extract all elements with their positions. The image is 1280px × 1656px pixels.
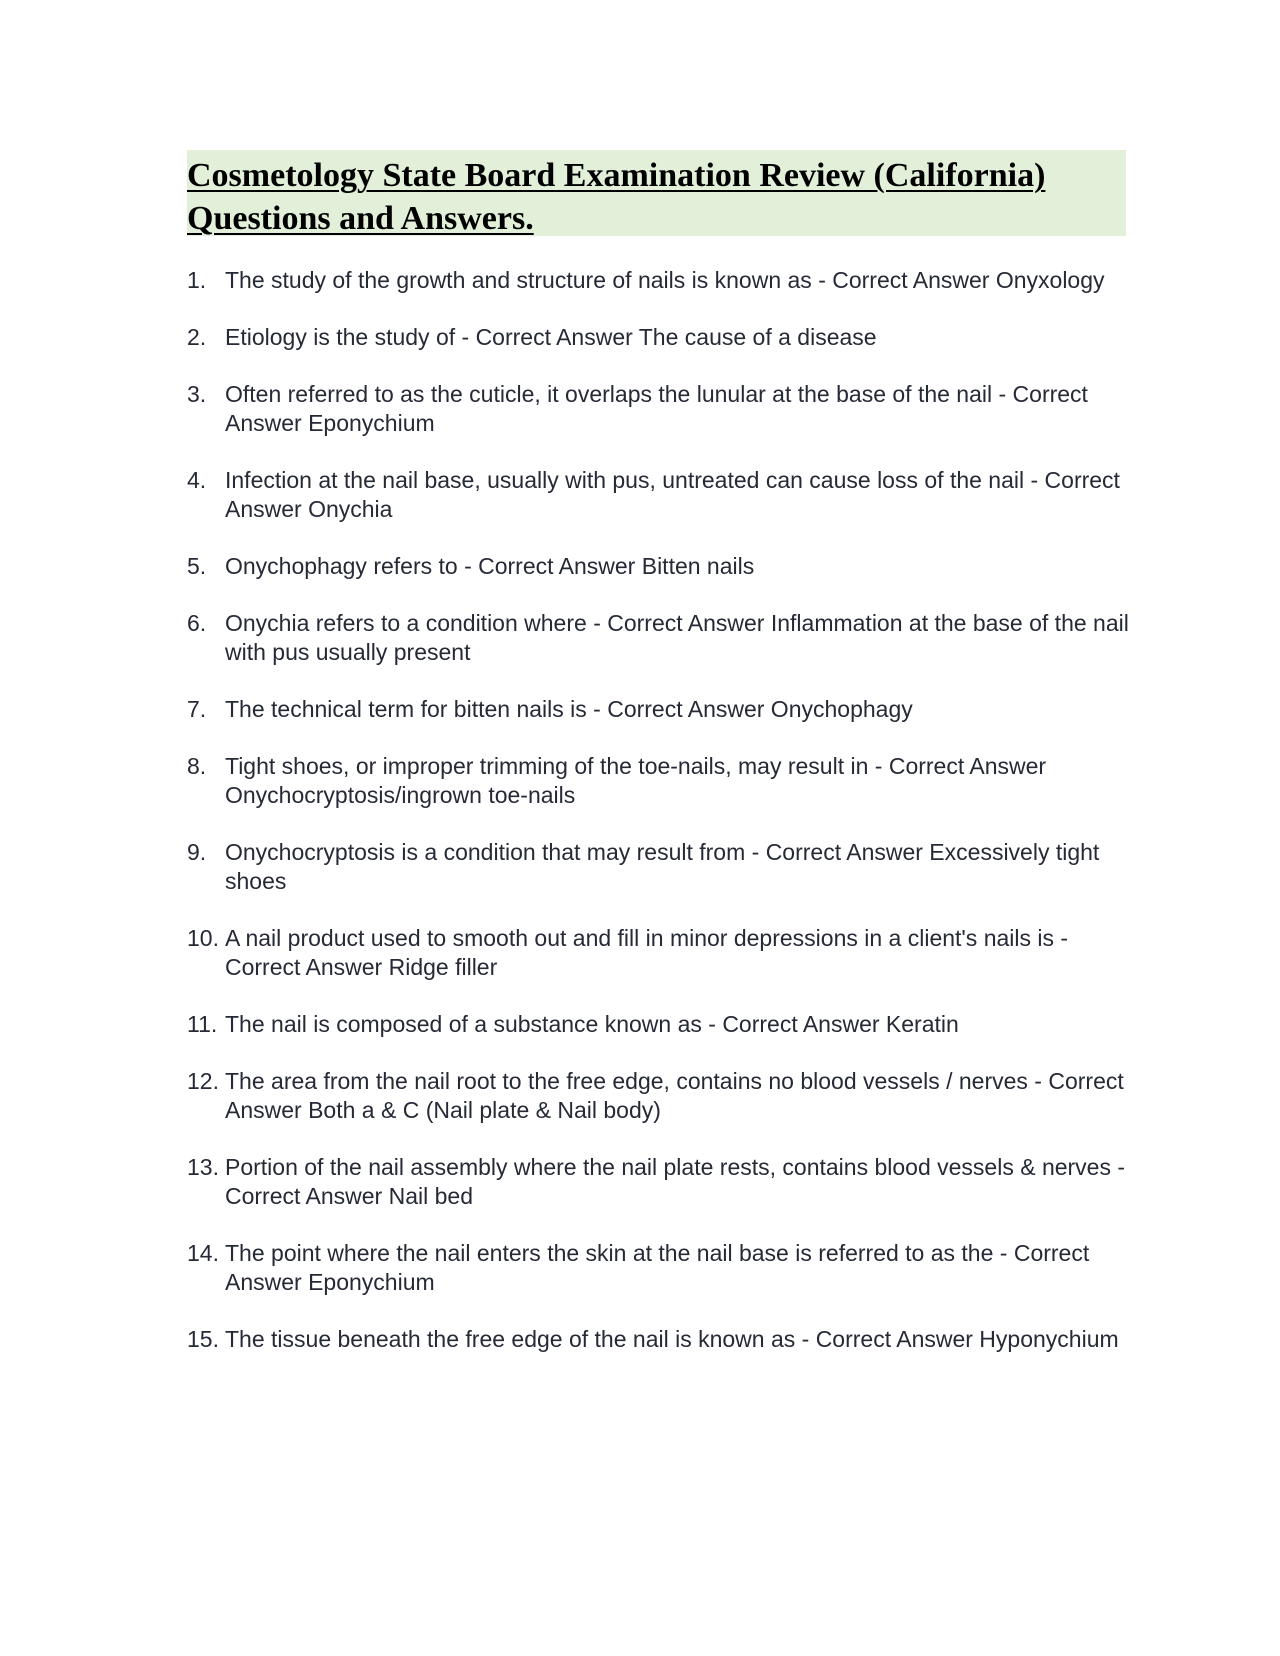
item-text: The nail is composed of a substance known as - Correct Answer Keratin [225,1011,959,1037]
item-number: 11. [187,1011,218,1037]
item-number: 15. [187,1326,219,1352]
document-title: Cosmetology State Board Examination Review (California) Questions and Answers. [187,157,1046,237]
title-highlight [187,150,1126,236]
list-item [187,838,1132,896]
item-number: 10. [187,925,219,951]
item-text: Tight shoes, or improper trimming of the toe-nails, may result in - Correct Answer Onychocryptosis/ingrown toe-nails [225,753,1047,808]
item-number: 5. [187,553,207,579]
item-text: The technical term for bitten nails is - Correct Answer Onychophagy [225,696,913,722]
item-text: The study of the growth and structure of nails is known as - Correct Answer Onyxology [225,267,1105,293]
item-number: 2. [187,324,207,350]
list-item [187,1239,1132,1297]
item-number: 6. [187,610,207,636]
item-text: Onychia refers to a condition where - Correct Answer Inflammation at the base of the nail with pus usually present [225,610,1129,665]
list-item [187,1010,1132,1039]
item-text: Portion of the nail assembly where the nail plate rests, contains blood vessels & nerves - Correct Answer Nail bed [225,1154,1126,1209]
list-item [187,752,1132,810]
item-text: The tissue beneath the free edge of the nail is known as - Correct Answer Hyponychium [225,1326,1119,1352]
list-item [187,552,1132,581]
item-number: 13. [187,1154,219,1180]
item-text: Infection at the nail base, usually with pus, untreated can cause loss of the nail - Correct Answer Onychia [225,467,1120,522]
item-number: 8. [187,753,207,779]
item-text: Etiology is the study of - Correct Answer The cause of a disease [225,324,877,350]
item-text: Onychophagy refers to - Correct Answer Bitten nails [225,553,755,579]
list-item [187,466,1132,524]
list-item [187,609,1132,667]
list-item [187,1067,1132,1125]
item-text: The point where the nail enters the skin at the nail base is referred to as the - Correct Answer Eponychium [225,1240,1090,1295]
item-number: 4. [187,467,207,493]
item-number: 9. [187,839,207,865]
list-item [187,924,1132,982]
item-number: 7. [187,696,207,722]
list-item [187,380,1132,438]
list-item [187,266,1132,295]
item-number: 1. [187,267,207,293]
item-text: Onychocryptosis is a condition that may result from - Correct Answer Excessively tight shoes [225,839,1100,894]
list-item [187,695,1132,724]
item-number: 12. [187,1068,219,1094]
item-number: 14. [187,1240,219,1266]
list-item [187,1325,1132,1354]
item-text: Often referred to as the cuticle, it overlaps the lunular at the base of the nail - Correct Answer Eponychium [225,381,1088,436]
list-item [187,1153,1132,1211]
item-number: 3. [187,381,207,407]
list-item [187,323,1132,352]
question-list [187,266,1132,1382]
item-text: The area from the nail root to the free edge, contains no blood vessels / nerves - Correct Answer Both a & C (Nail plate & Nail body) [225,1068,1124,1123]
item-text: A nail product used to smooth out and fill in minor depressions in a client's nails is - Correct Answer Ridge filler [225,925,1069,980]
